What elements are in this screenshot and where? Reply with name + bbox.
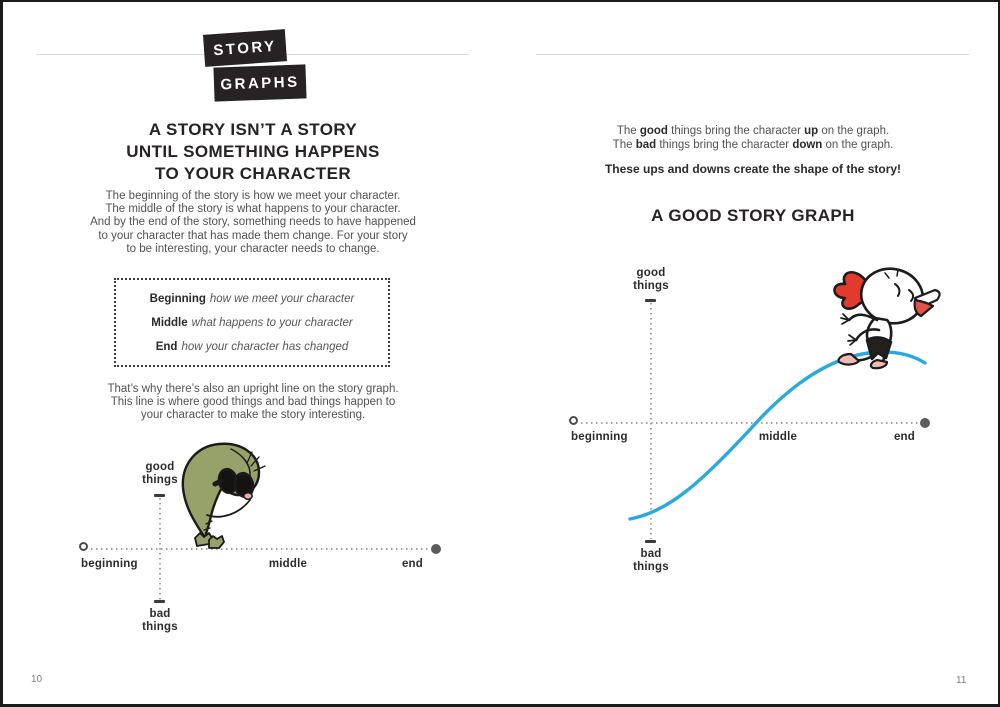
left-middle-label: middle	[268, 558, 308, 570]
left-bottom-tick	[154, 600, 165, 603]
left-good-things-label: good things	[142, 461, 178, 486]
left-end-dot	[431, 544, 441, 554]
story-badge	[203, 29, 287, 67]
right-page-heading: A GOOD STORY GRAPH	[651, 206, 855, 225]
left-beginning-dot	[79, 542, 88, 551]
green-creature-illustration	[175, 440, 270, 552]
left-end-label: end	[401, 558, 423, 570]
story-badge-label: STORY	[212, 37, 278, 59]
running-chicken-illustration	[829, 260, 947, 368]
right-page	[503, 2, 1000, 707]
right-intro-paragraph	[503, 125, 1000, 152]
right-page-top-rule	[536, 54, 969, 55]
definition-middle: Middle what happens to your character	[151, 317, 353, 329]
right-intro-line-2: The bad things bring the character down on the graph.	[612, 138, 894, 151]
left-note-paragraph: That’s why there’s also an upright line on the story graph. This line is where good things and bad things happen to your character to make the story interesting.	[107, 383, 399, 422]
left-intro-paragraph: The beginning of the story is how we meet your character. The middle of the story is what happens to your character. And by the end of the story, something needs to have happened to your character that has made them change. For your story to be interesting, your character needs to change.	[90, 190, 416, 255]
emphasis-line: These ups and downs create the shape of the story!	[604, 162, 902, 176]
left-top-tick	[154, 494, 165, 497]
definitions-box	[114, 278, 390, 367]
right-intro-line-1: The good things bring the character up on the graph.	[616, 125, 890, 137]
definition-end: End how your character has changed	[155, 341, 349, 353]
left-page	[3, 2, 503, 707]
right-beginning-label: beginning	[571, 431, 628, 443]
right-bad-things-label: bad things	[633, 548, 669, 573]
left-bad-things-label: bad things	[142, 608, 178, 633]
right-middle-label: middle	[758, 431, 798, 443]
right-good-things-label: good things	[633, 267, 669, 292]
right-end-label: end	[893, 431, 915, 443]
left-beginning-label: beginning	[81, 558, 138, 570]
left-page-number: 10	[31, 674, 43, 685]
right-page-number: 11	[956, 675, 967, 686]
graphs-badge	[213, 64, 306, 101]
graphs-badge-label: GRAPHS	[220, 73, 300, 93]
left-page-heading: A STORY ISN’T A STORY UNTIL SOMETHING HAPPENS TO YOUR CHARACTER	[126, 120, 380, 183]
definition-beginning: Beginning how we meet your character	[149, 293, 355, 305]
